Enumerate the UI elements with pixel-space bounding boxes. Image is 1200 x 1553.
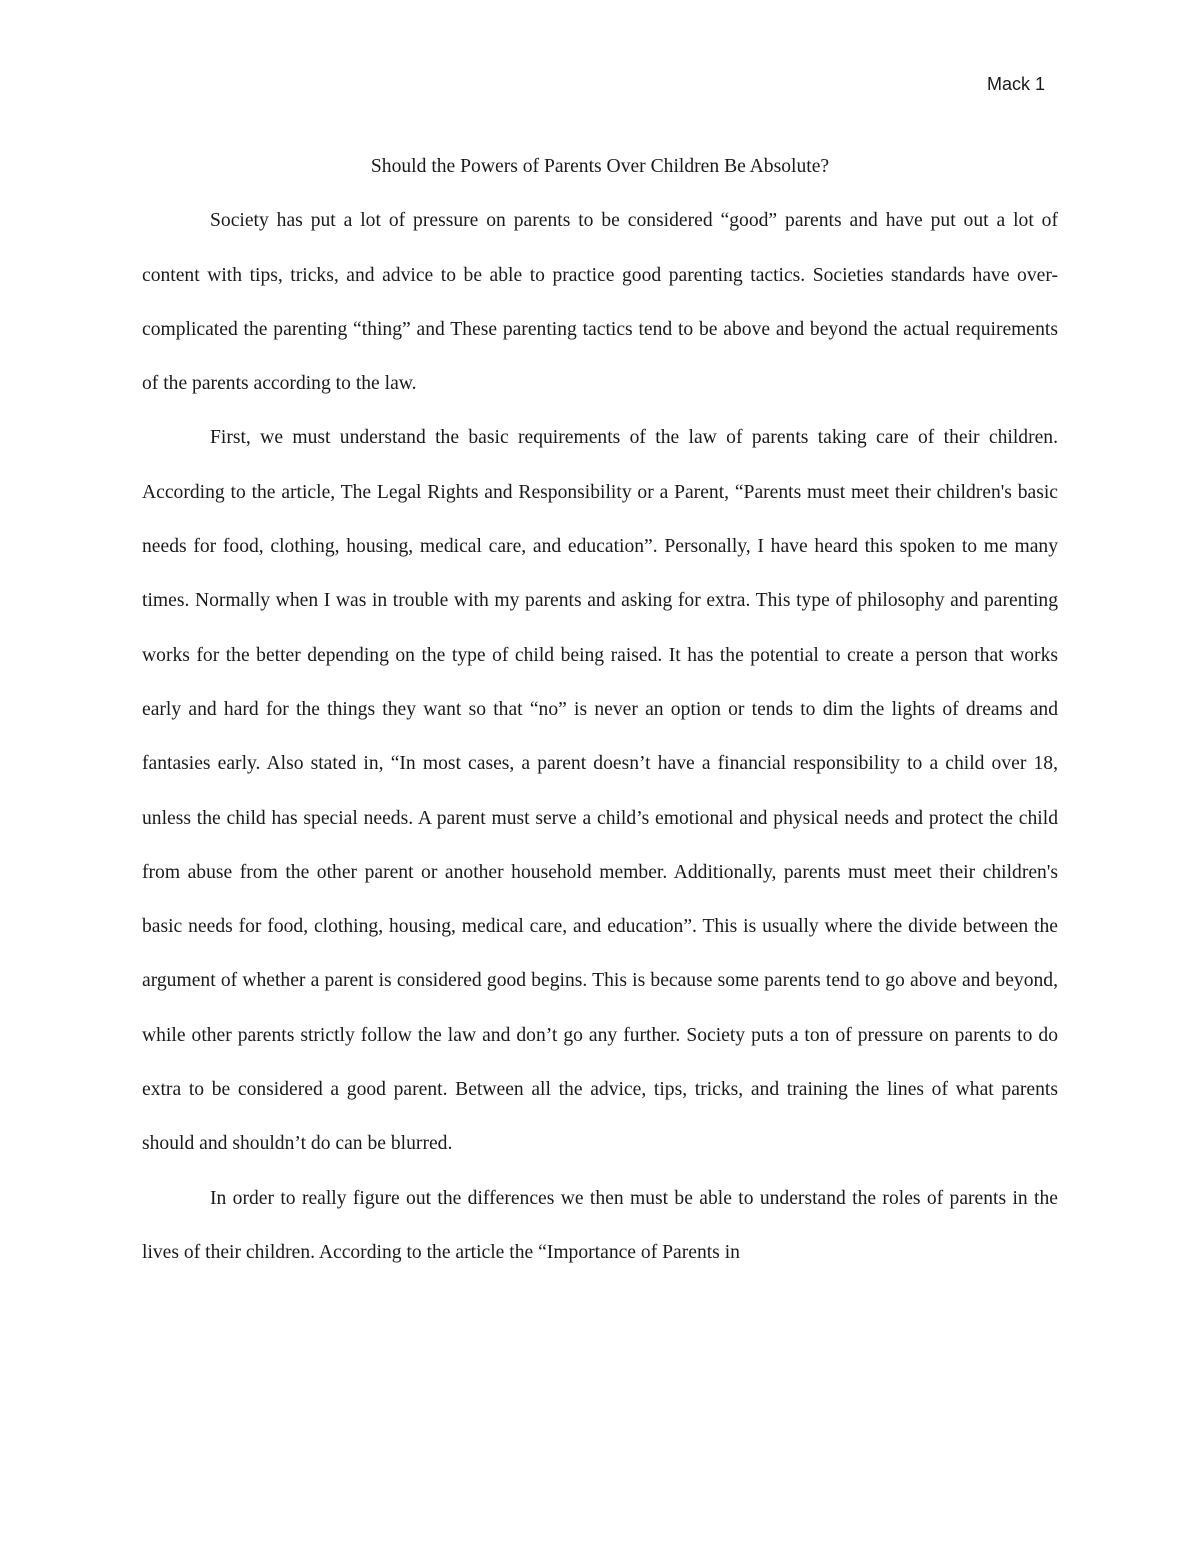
paragraph-1: Society has put a lot of pressure on parents to be considered “good” parents and have put out a lot of content with tips, tricks, and advice to be able to practice good parenting tactics. Societies standards have over-complicated the parenting “thing” and These parenting tactics tend to be above and beyond the actual requirements of the parents according to the law. [142, 210, 1058, 395]
running-head: Mack 1 [986, 74, 1045, 94]
paragraph-3: In order to really figure out the differences we then must be able to understand the roles of parents in the lives of their children. According to the article the “Importance of Parents in [142, 1187, 1058, 1263]
paragraph-2: First, we must understand the basic requirements of the law of parents taking care of their children. According to the article, The Legal Rights and Responsibility or a Parent, “Parents must meet their children's basic needs for food, clothing, housing, medical care, and education”. Personally, I have heard this spoken to me many times. Normally when I was in trouble with my parents and asking for extra. This type of philosophy and parenting works for the better depending on the type of child being raised. It has the potential to create a person that works early and hard for the things they want so that “no” is never an option or tends to dim the lights of dreams and fantasies early. Also stated in, “In most cases, a parent doesn’t have a financial responsibility to a child over 18, unless the child has special needs. A parent must serve a child’s emotional and physical needs and protect the child from abuse from the other parent or another household member. Additionally, parents must meet their children's basic needs for food, clothing, housing, medical care, and education”. This is usually where the divide between the argument of whether a parent is considered good begins. This is because some parents tend to go above and beyond, while other parents strictly follow the law and don’t go any further. Society puts a ton of pressure on parents to do extra to be considered a good parent. Between all the advice, tips, tricks, and training the lines of what parents should and shouldn’t do can be blurred. [142, 427, 1058, 1155]
document-body [142, 140, 1058, 1280]
document-title: Should the Powers of Parents Over Children Be Absolute? [370, 156, 830, 177]
